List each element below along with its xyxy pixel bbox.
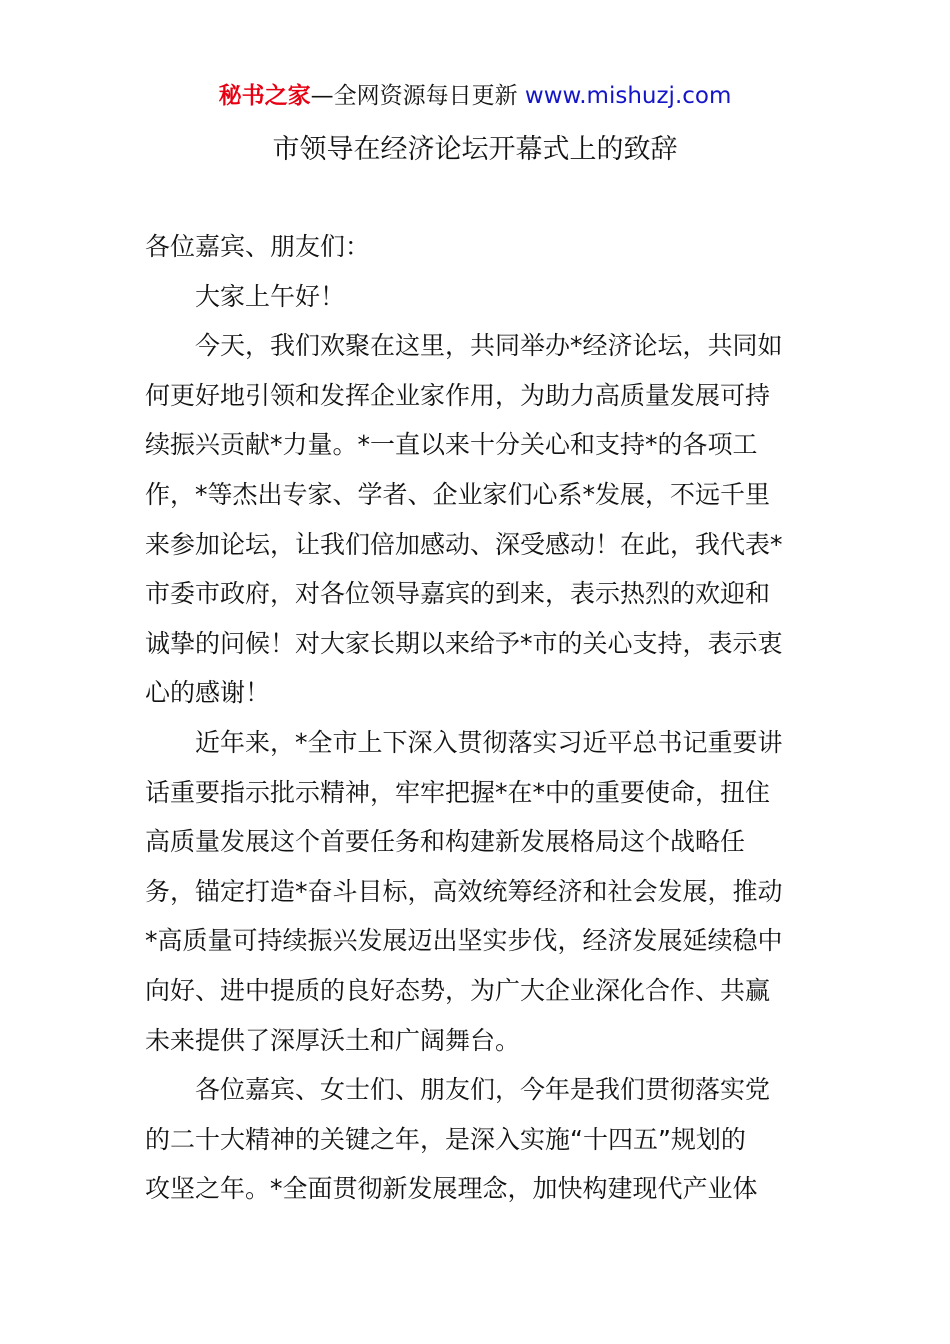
site-url-link[interactable]: www.mishuzj.com: [524, 83, 732, 109]
paragraph-line: 话重要指示批示精神，牢牢把握*在*中的重要使命，扭住: [145, 777, 771, 807]
paragraph-line: 心的感谢！: [145, 678, 271, 708]
paragraph-line: 市委市政府，对各位领导嘉宾的到来，表示热烈的欢迎和: [145, 579, 771, 609]
paragraph-line: 何更好地引领和发挥企业家作用，为助力高质量发展可持: [145, 380, 771, 410]
document-title: 市领导在经济论坛开幕式上的致辞: [272, 134, 678, 165]
paragraph-line: 作，*等杰出专家、学者、企业家们心系*发展，不远千里: [145, 479, 771, 509]
paragraph-line: 的二十大精神的关键之年，是深入实施“十四五”规划的: [145, 1124, 746, 1154]
document-body: [145, 222, 810, 1214]
paragraph-line: 各位嘉宾、女士们、朋友们，今年是我们贯彻落实党: [195, 1075, 771, 1105]
salutation-line: 各位嘉宾、朋友们：: [145, 232, 371, 261]
site-header: [0, 80, 950, 112]
paragraph-line: 向好、进中提质的良好态势，为广大企业深化合作、共赢: [145, 975, 771, 1005]
paragraph-line: 续振兴贡献*力量。*一直以来十分关心和支持*的各项工: [145, 430, 758, 460]
paragraph-line: 未来提供了深厚沃土和广阔舞台。: [145, 1025, 521, 1055]
paragraph-line: 高质量发展这个首要任务和构建新发展格局这个战略任: [145, 827, 746, 857]
paragraph-line: 务，锚定打造*奋斗目标，高效统筹经济和社会发展，推动: [145, 876, 783, 906]
greeting-line: 大家上午好！: [195, 281, 346, 311]
paragraph-line: 来参加论坛，让我们倍加感动、深受感动！在此，我代表*: [145, 529, 783, 559]
paragraph-line: *高质量可持续振兴发展迈出坚实步伐，经济发展延续稳中: [145, 926, 783, 956]
site-brand: 秘书之家: [218, 83, 311, 109]
paragraph-line: 诚挚的问候！对大家长期以来给予*市的关心支持，表示衷: [145, 628, 783, 658]
paragraph-line: 近年来，*全市上下深入贯彻落实习近平总书记重要讲: [195, 727, 783, 757]
site-tagline: —全网资源每日更新: [310, 83, 518, 109]
paragraph-line: 攻坚之年。*全面贯彻新发展理念，加快构建现代产业体: [145, 1174, 758, 1204]
paragraph-line: 今天，我们欢聚在这里，共同举办*经济论坛，共同如: [195, 331, 783, 361]
